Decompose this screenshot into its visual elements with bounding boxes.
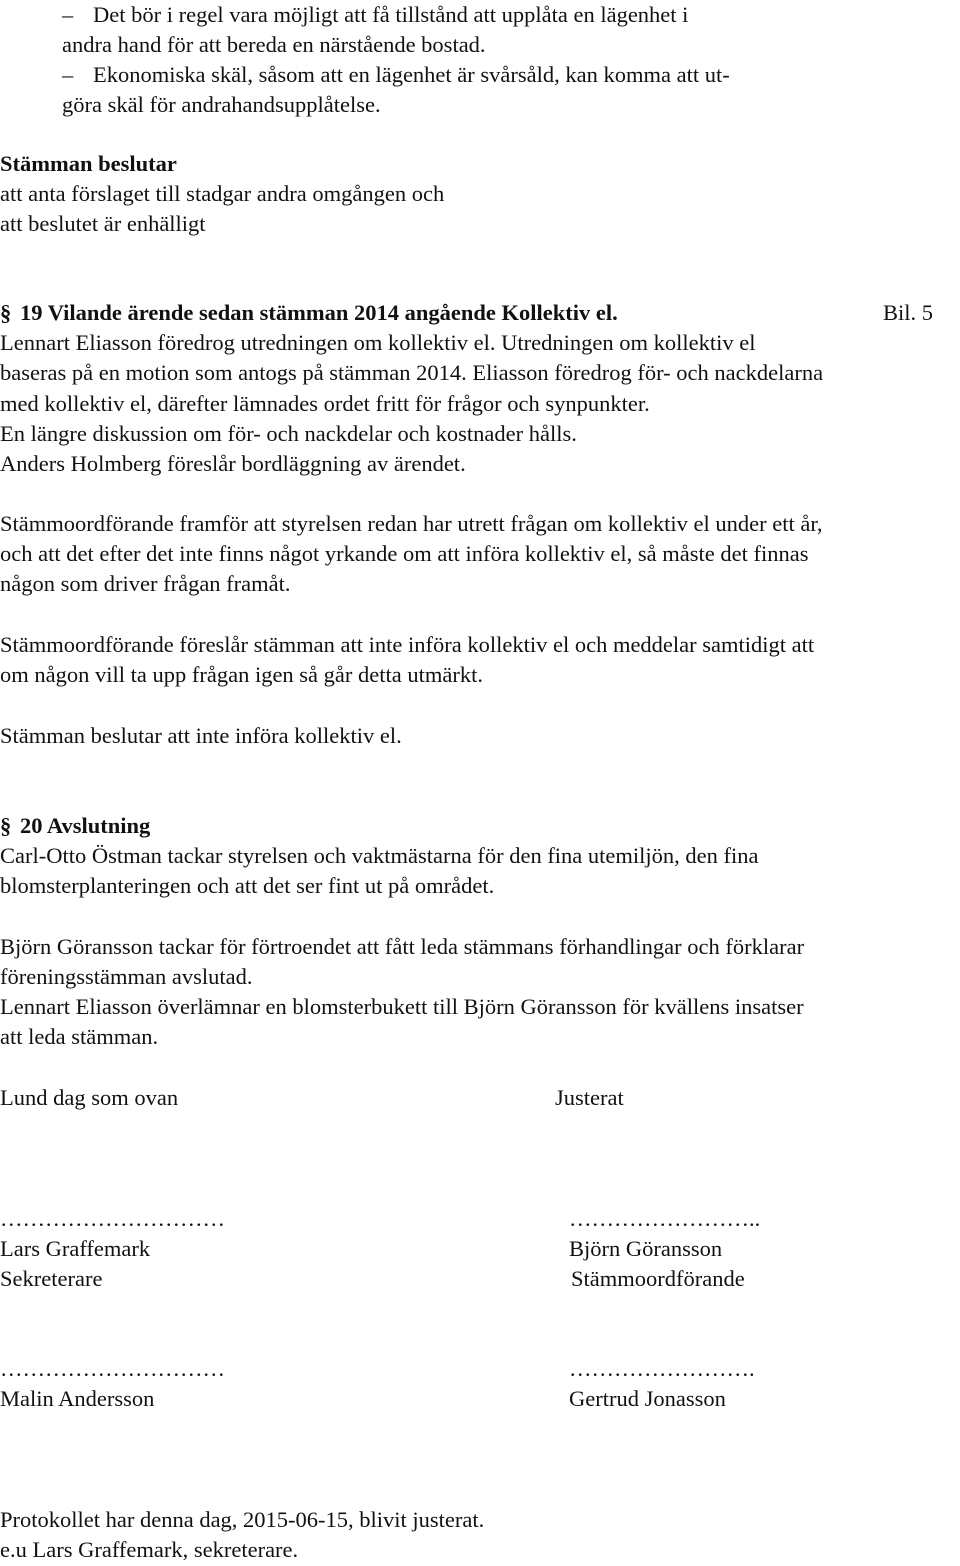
place-date: Lund dag som ovan: [0, 1085, 179, 1110]
signature-line: …………………………: [0, 1206, 225, 1231]
bullet-dash: –: [62, 62, 74, 87]
section-19-line: baseras på en motion som antogs på stämman 2014. Eliasson föredrog för- och nackdelarna: [0, 360, 824, 385]
section-19-decision: Stämman beslutar att inte införa kollektiv el.: [0, 723, 402, 748]
signer-role: Sekreterare: [0, 1266, 103, 1291]
section-19-heading: [0, 298, 618, 329]
justerat-label: Justerat: [555, 1085, 624, 1110]
signature-line: …………………….: [569, 1356, 755, 1381]
section-20-paragraph-2-line: Lennart Eliasson överlämnar en blomsterbukett till Björn Göransson för kvällens insatser: [0, 994, 804, 1019]
decision-line-2: att beslutet är enhälligt: [0, 211, 206, 236]
bullet-dash: –: [62, 2, 74, 27]
signature-line: …………………………: [0, 1356, 225, 1381]
bullet-1-line-2: andra hand för att bereda en närstående bostad.: [62, 32, 486, 57]
signer-name: Lars Graffemark: [0, 1236, 151, 1261]
section-20-paragraph-2-line: föreningsstämman avslutad.: [0, 964, 253, 989]
bullet-2-line-1: Ekonomiska skäl, såsom att en lägenhet är svårsåld, kan komma att ut-: [93, 62, 730, 87]
justification-note: Protokollet har denna dag, 2015-06-15, blivit justerat.: [0, 1507, 485, 1532]
section-20-heading: [0, 811, 150, 842]
section-symbol: §: [0, 813, 12, 838]
section-19-title: 19 Vilande ärende sedan stämman 2014 angående Kollektiv el.: [20, 300, 618, 325]
section-19-paragraph-3-line: om någon vill ta upp frågan igen så går detta utmärkt.: [0, 662, 483, 687]
decision-line-1: att anta förslaget till stadgar andra omgången och: [0, 181, 445, 206]
section-20-paragraph-2-line: att leda stämman.: [0, 1024, 159, 1049]
signer-name: Malin Andersson: [0, 1386, 155, 1411]
section-19-line: Anders Holmberg föreslår bordläggning av ärendet.: [0, 451, 466, 476]
justification-signature: e.u Lars Graffemark, sekreterare.: [0, 1537, 299, 1562]
attachment-reference: Bil. 5: [883, 300, 934, 325]
section-20-title: 20 Avslutning: [20, 813, 151, 838]
section-19-line: med kollektiv el, därefter lämnades ordet fritt för frågor och synpunkter.: [0, 391, 650, 416]
section-20-paragraph-2-line: Björn Göransson tackar för förtroendet att fått leda stämmans förhandlingar och förklarar: [0, 934, 805, 959]
signature-line: ……………………..: [569, 1206, 761, 1231]
bullet-1-line-1: Det bör i regel vara möjligt att få tillstånd att upplåta en lägenhet i: [93, 2, 689, 27]
section-20-paragraph-1-line: Carl-Otto Östman tackar styrelsen och vaktmästarna för den fina utemiljön, den fina: [0, 843, 759, 868]
signer-role: Stämmoordförande: [571, 1266, 745, 1291]
bullet-2-line-2: göra skäl för andrahandsupplåtelse.: [62, 92, 381, 117]
section-symbol: §: [0, 300, 12, 325]
signer-name: Gertrud Jonasson: [569, 1386, 726, 1411]
signer-name: Björn Göransson: [569, 1236, 723, 1261]
section-19-line: Lennart Eliasson föredrog utredningen om kollektiv el. Utredningen om kollektiv el: [0, 330, 756, 355]
section-19-paragraph-2-line: och att det efter det inte finns något yrkande om att införa kollektiv el, så måste det finnas: [0, 541, 809, 566]
section-19-paragraph-2-line: Stämmoordförande framför att styrelsen redan har utrett frågan om kollektiv el under ett år,: [0, 511, 823, 536]
section-19-paragraph-2-line: någon som driver frågan framåt.: [0, 571, 291, 596]
decision-heading: Stämman beslutar: [0, 151, 177, 176]
section-19-paragraph-3-line: Stämmoordförande föreslår stämman att inte införa kollektiv el och meddelar samtidigt att: [0, 632, 815, 657]
section-19-line: En längre diskussion om för- och nackdelar och kostnader hålls.: [0, 421, 577, 446]
section-20-paragraph-1-line: blomsterplanteringen och att det ser fint ut på området.: [0, 873, 495, 898]
